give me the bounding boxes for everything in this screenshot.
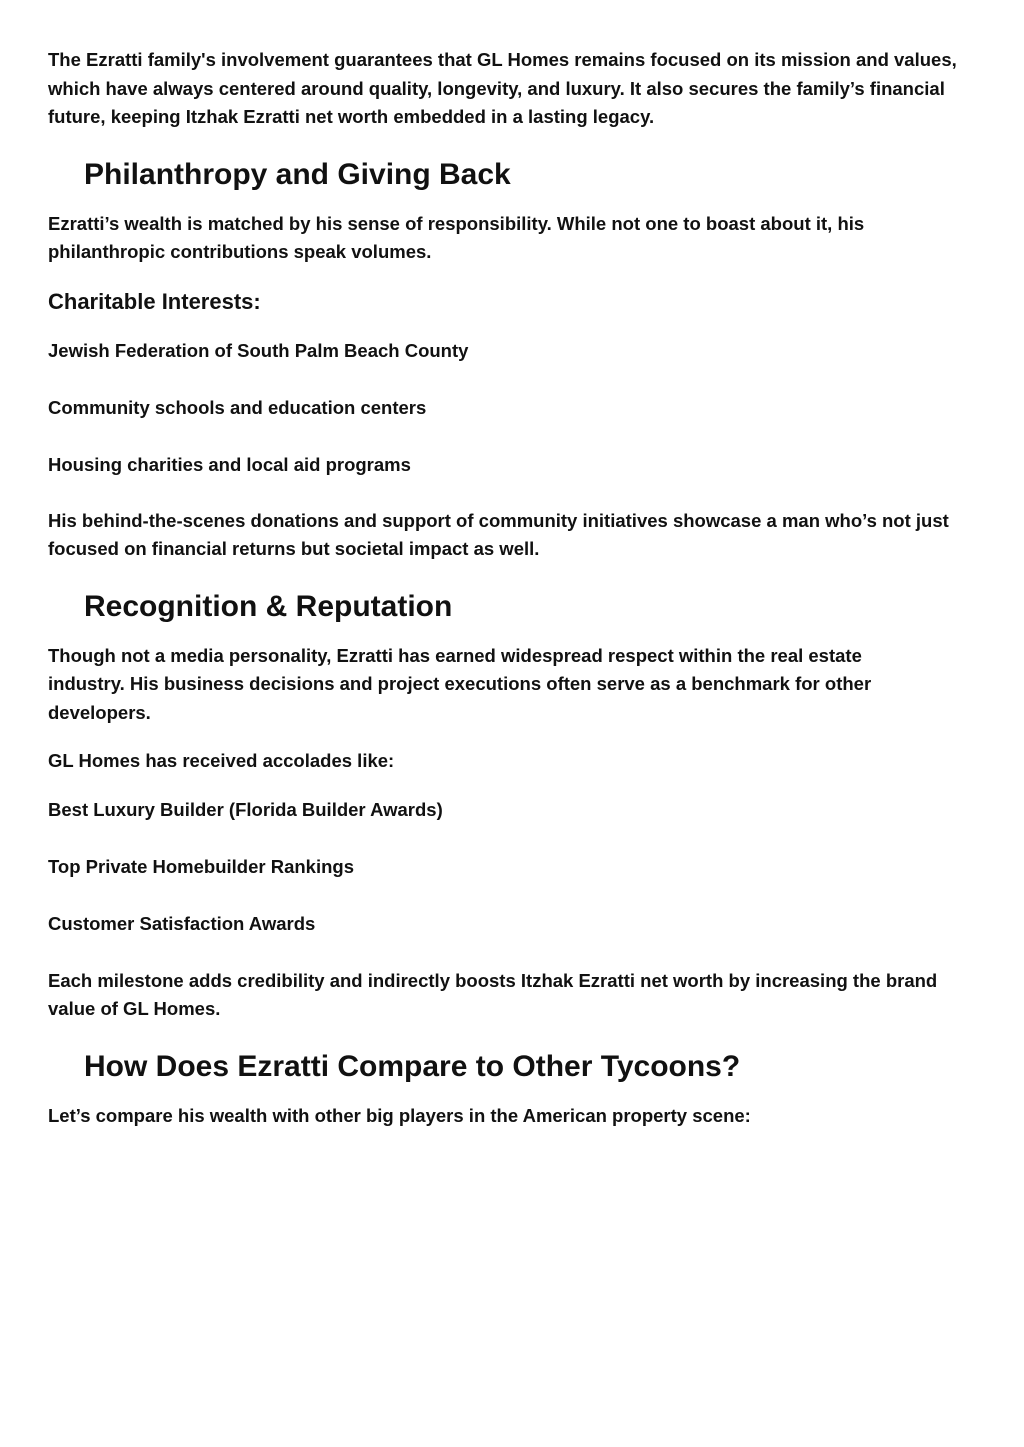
- accolades-lead: GL Homes has received accolades like:: [48, 750, 395, 771]
- charitable-interests-subheading: Charitable Interests:: [48, 288, 261, 314]
- list-item: Top Private Homebuilder Rankings: [48, 855, 354, 877]
- accolades-list: [48, 796, 976, 938]
- list-item: Housing charities and local aid programs: [48, 453, 411, 475]
- list-item: Customer Satisfaction Awards: [48, 912, 316, 934]
- recognition-paragraph: Though not a media personality, Ezratti has earned widespread respect within the real estate industry. His business decisions and project executions often serve as a benchmark for other developers.: [48, 644, 872, 723]
- recognition-heading: Recognition & Reputation: [84, 589, 453, 623]
- philanthropy-paragraph: Ezratti’s wealth is matched by his sense of responsibility. While not one to boast about it, his philanthropic contributions speak volumes.: [48, 212, 865, 262]
- charitable-interests-list: [48, 337, 976, 479]
- comparison-paragraph: Let’s compare his wealth with other big players in the American property scene:: [48, 1104, 751, 1126]
- intro-paragraph: The Ezratti family's involvement guarantees that GL Homes remains focused on its mission and values, which have always centered around quality, longevity, and luxury. It also secures the family’s financial future, keeping Itzhak Ezratti net worth embedded in a lasting legacy.: [48, 49, 957, 127]
- list-item: Community schools and education centers: [48, 396, 427, 418]
- philanthropy-heading: Philanthropy and Giving Back: [84, 157, 511, 191]
- recognition-closing-paragraph: Each milestone adds credibility and indirectly boosts Itzhak Ezratti net worth by increasing the brand value of GL Homes.: [48, 969, 938, 1019]
- comparison-heading: How Does Ezratti Compare to Other Tycoons?: [84, 1049, 741, 1083]
- list-item: Best Luxury Builder (Florida Builder Awards): [48, 798, 443, 820]
- list-item: Jewish Federation of South Palm Beach County: [48, 339, 469, 361]
- philanthropy-closing-paragraph: His behind-the-scenes donations and support of community initiatives showcase a man who’s not just focused on financial returns but societal impact as well.: [48, 509, 949, 559]
